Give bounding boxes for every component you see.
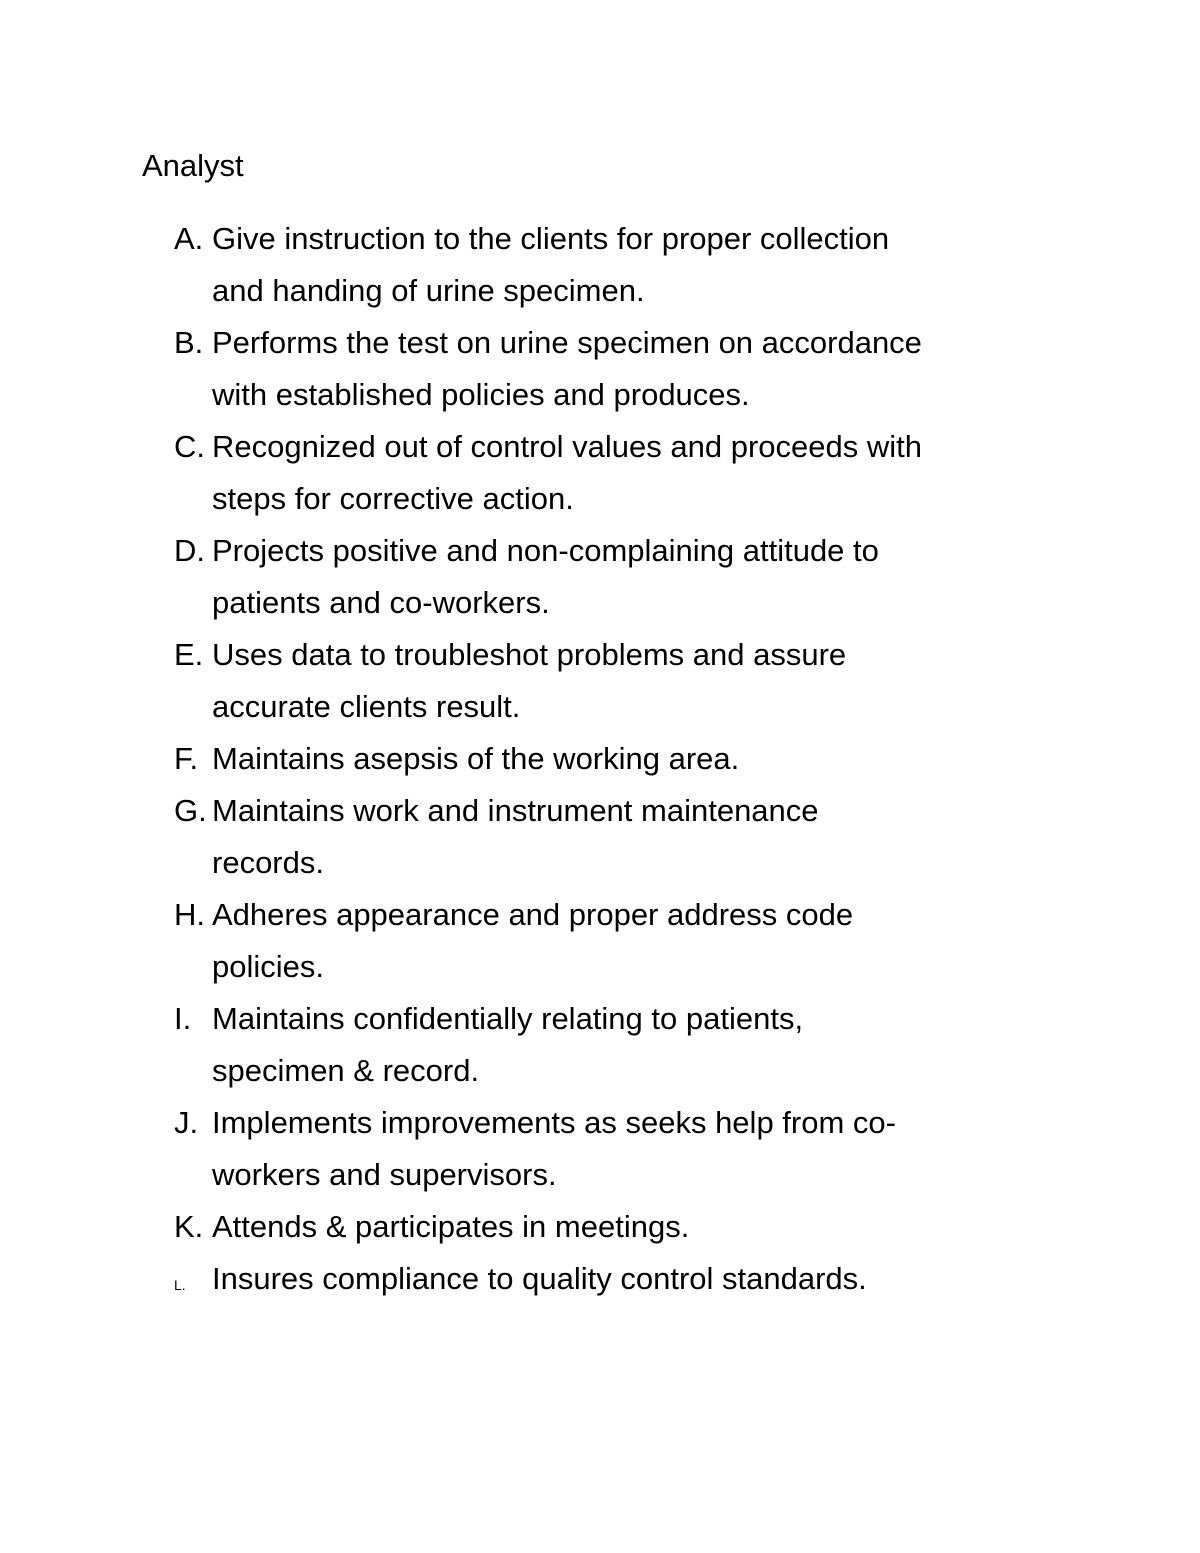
item-line: Recognized out of control values and proceeds with <box>212 429 922 464</box>
item-line: Maintains asepsis of the working area. <box>212 741 740 776</box>
item-line: and handing of urine specimen. <box>212 273 645 308</box>
item-marker: I. <box>174 1001 192 1036</box>
item-text <box>212 993 803 1097</box>
item-text <box>212 1253 867 1305</box>
list-item <box>174 1253 1054 1311</box>
item-line: Adheres appearance and proper address code <box>212 897 854 932</box>
item-marker: K. <box>174 1209 204 1244</box>
item-line: Uses data to troubleshot problems and assure <box>212 637 847 672</box>
list-item <box>174 213 1054 317</box>
item-marker: E. <box>174 637 204 672</box>
item-marker: D. <box>174 533 205 568</box>
item-line: patients and co-workers. <box>212 585 550 620</box>
item-line: Attends & participates in meetings. <box>212 1209 690 1244</box>
list-item <box>174 785 1054 889</box>
item-text <box>212 421 922 525</box>
item-text <box>212 213 889 317</box>
duty-list <box>174 213 1054 1311</box>
item-line: policies. <box>212 949 324 984</box>
item-line: Maintains confidentially relating to patients, <box>212 1001 804 1036</box>
item-line: Insures compliance to quality control standards. <box>212 1261 867 1296</box>
item-marker: A. <box>174 221 204 256</box>
item-line: with established policies and produces. <box>212 377 750 412</box>
list-item <box>174 421 1054 525</box>
item-line: specimen & record. <box>212 1053 480 1088</box>
item-line: Maintains work and instrument maintenance <box>212 793 819 828</box>
item-text <box>212 1097 896 1201</box>
item-line: Projects positive and non-complaining attitude to <box>212 533 879 568</box>
item-text <box>212 525 879 629</box>
item-text <box>212 629 846 733</box>
item-line: Implements improvements as seeks help from co- <box>212 1105 896 1140</box>
list-item <box>174 317 1054 421</box>
item-marker: C. <box>174 429 205 464</box>
list-item <box>174 1097 1054 1201</box>
item-line: workers and supervisors. <box>212 1157 557 1192</box>
list-item <box>174 889 1054 993</box>
item-marker: B. <box>174 325 204 360</box>
item-line: records. <box>212 845 324 880</box>
list-item <box>174 629 1054 733</box>
item-text <box>212 1201 689 1253</box>
item-text <box>212 733 739 785</box>
item-line: Give instruction to the clients for proper collection <box>212 221 890 256</box>
item-text <box>212 785 819 889</box>
item-text <box>212 317 922 421</box>
item-line: accurate clients result. <box>212 689 521 724</box>
item-marker: F. <box>174 741 199 776</box>
document-title: Analyst <box>142 148 244 183</box>
list-item <box>174 525 1054 629</box>
item-marker: J. <box>174 1105 199 1140</box>
item-line: steps for corrective action. <box>212 481 574 516</box>
item-line: Performs the test on urine specimen on accordance <box>212 325 922 360</box>
item-text <box>212 889 853 993</box>
item-marker: H. <box>174 897 205 932</box>
list-item <box>174 733 1054 785</box>
item-marker: L. <box>174 1277 186 1293</box>
list-item <box>174 1201 1054 1253</box>
item-marker: G. <box>174 793 207 828</box>
list-item <box>174 993 1054 1097</box>
